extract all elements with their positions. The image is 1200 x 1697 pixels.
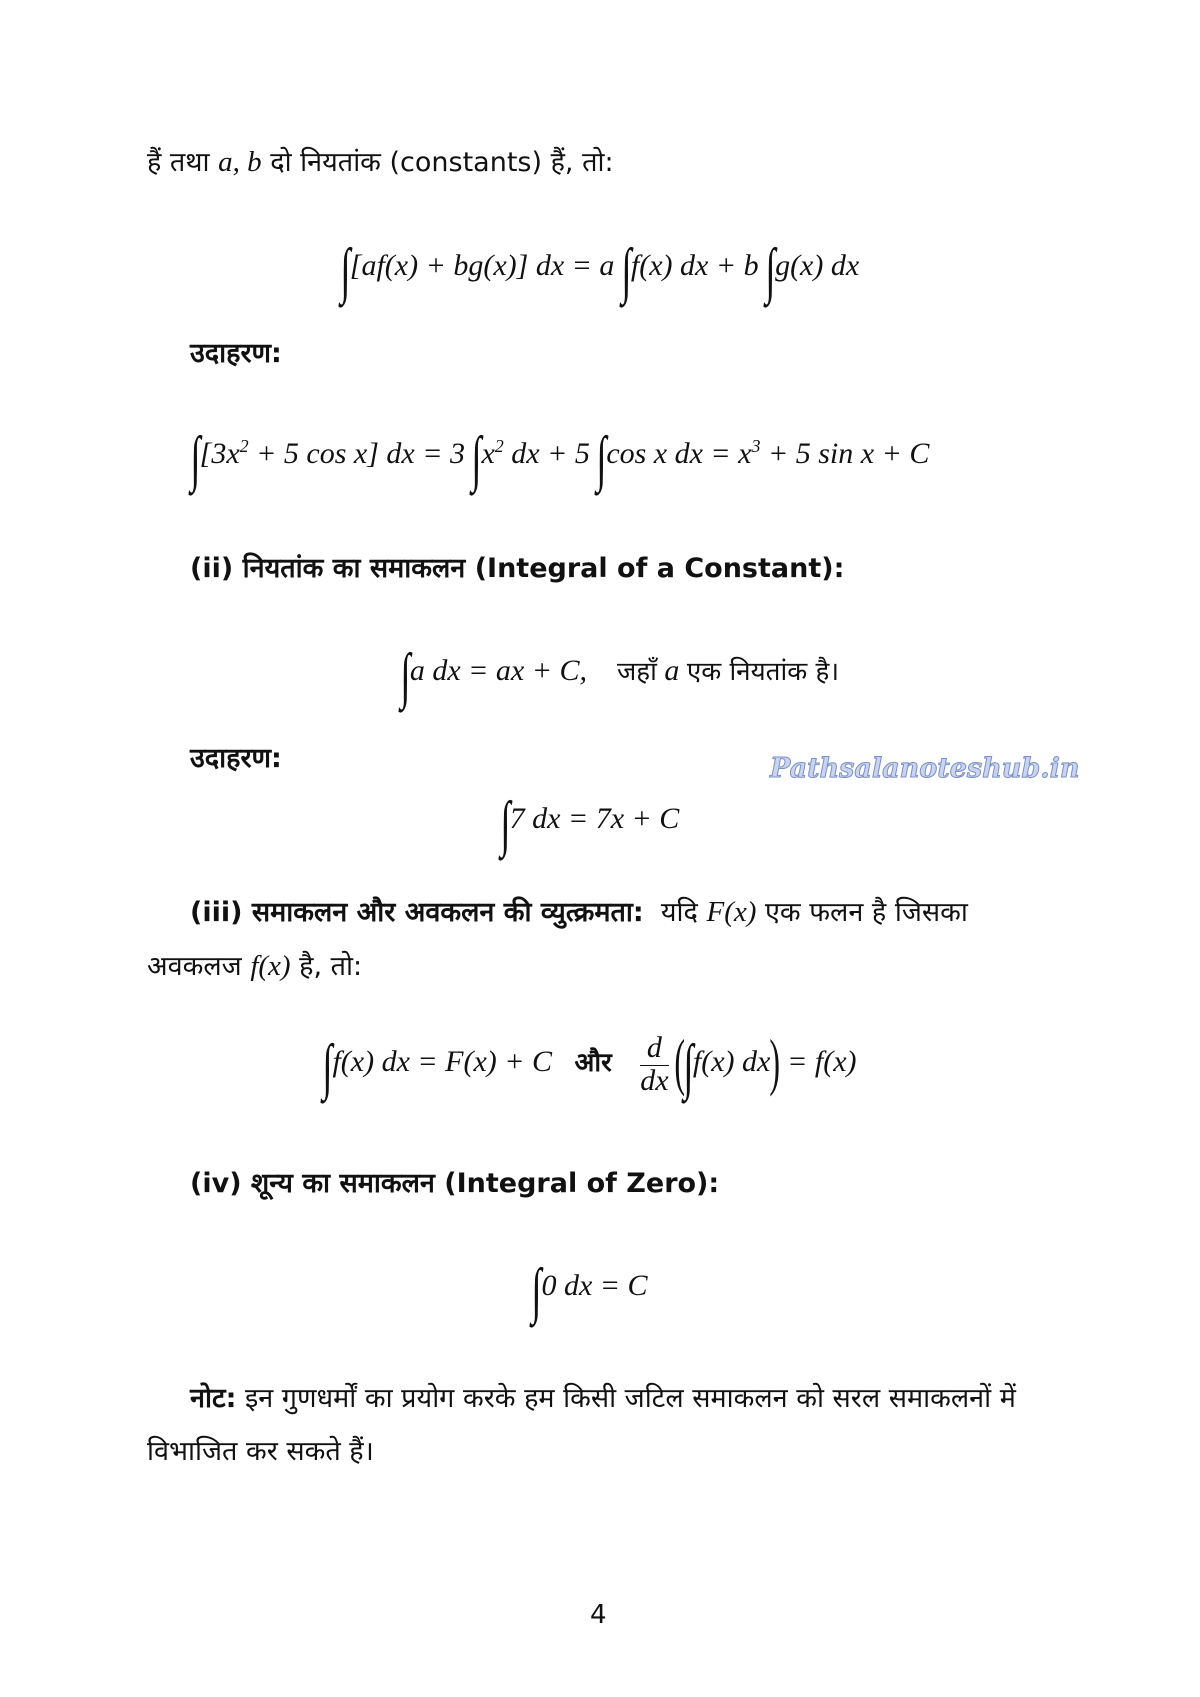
eq-part: dx + 5 [503, 437, 590, 470]
note-line-2: विभाजित कर सकते हैं। [147, 1436, 374, 1467]
text: यदि [660, 897, 698, 928]
integral-sign: ∫ [190, 425, 201, 493]
integral-sign: ∫ [531, 1257, 543, 1325]
integral-sign: ∫ [765, 237, 776, 305]
math-var: f(x) [250, 950, 291, 982]
equation-zero [0, 1257, 1190, 1325]
eq-note: जहाँ [616, 657, 657, 687]
paren-right: ) [769, 1026, 781, 1097]
eq-part: a dx = ax + C, [409, 654, 587, 687]
integral-sign: ∫ [400, 642, 411, 710]
frac-den: dx [640, 1063, 669, 1097]
note-text: इन गुणधर्मों का प्रयोग करके हम किसी जटिल समाकलन को सरल समाकलनों में [244, 1383, 1016, 1414]
derivative-fraction [640, 1030, 669, 1097]
eq-sup: 3 [751, 436, 761, 456]
eq-sup: 2 [239, 436, 249, 456]
equation-linearity [0, 237, 1200, 305]
heading-iv: (iv) शून्य का समाकलन (Integral of Zero): [190, 1168, 720, 1199]
eq-part: g(x) dx [775, 249, 860, 282]
text: है, तो: [299, 951, 363, 982]
math-var: F(x) [706, 896, 757, 928]
integral-sign: ∫ [500, 790, 511, 858]
example-label-2: उदाहरण: [190, 743, 282, 774]
intro-line [147, 148, 614, 177]
intro-text-2: दो नियतांक (constants) हैं, तो: [270, 147, 614, 178]
eq-part: [af(x) + bg(x)] dx = a [349, 249, 615, 282]
integral-sign: ∫ [340, 237, 351, 305]
note-line-1 [190, 1385, 1016, 1412]
integral-sign: ∫ [683, 1033, 694, 1101]
eq-sup: 2 [494, 436, 504, 456]
paragraph-iii-line-2 [147, 952, 362, 981]
eq-part: = f(x) [787, 1045, 857, 1078]
eq-part: x [481, 437, 495, 470]
integral-sign: ∫ [322, 1033, 334, 1101]
heading-iii: (iii) समाकलन और अवकलन की व्युत्क्रमता: [190, 897, 644, 928]
eq-note: एक नियतांक है। [686, 657, 840, 687]
equation-example-1 [0, 425, 1160, 493]
eq-part: 7 dx = 7x + C [509, 802, 680, 835]
eq-var: a [664, 654, 680, 687]
eq-part: + 5 cos x] dx = 3 [248, 437, 465, 470]
heading-ii: (ii) नियतांक का समाकलन (Integral of a Constant): [190, 553, 845, 584]
paren-left: ( [673, 1026, 685, 1097]
eq-part: f(x) dx + b [630, 249, 759, 282]
intro-text: हैं तथा [147, 147, 210, 178]
text: अवकलज [147, 951, 242, 982]
example-label-1: उदाहरण: [190, 338, 282, 369]
equation-inverse [0, 1026, 1190, 1101]
eq-part: + 5 sin x + C [760, 437, 930, 470]
eq-part: f(x) dx = F(x) + C [332, 1045, 553, 1078]
integral-sign: ∫ [471, 425, 483, 493]
frac-num: d [640, 1033, 668, 1066]
eq-part: f(x) dx [692, 1045, 771, 1078]
equation-constant [20, 642, 1200, 710]
eq-part: cos x dx = x [606, 437, 752, 470]
page-number: 4 [590, 1600, 607, 1630]
note-label: नोट: [190, 1383, 237, 1414]
eq-part: 0 dx = C [541, 1269, 648, 1302]
intro-vars: a, b [218, 146, 262, 178]
equation-example-2 [0, 790, 1190, 858]
integral-sign: ∫ [621, 237, 632, 305]
integral-sign: ∫ [596, 425, 607, 493]
paragraph-iii-line-1 [190, 898, 968, 927]
watermark: Pathsalanoteshub.in [770, 753, 1080, 784]
eq-and: और [574, 1048, 612, 1078]
eq-part: [3x [199, 437, 240, 470]
text: एक फलन है जिसका [764, 897, 968, 928]
